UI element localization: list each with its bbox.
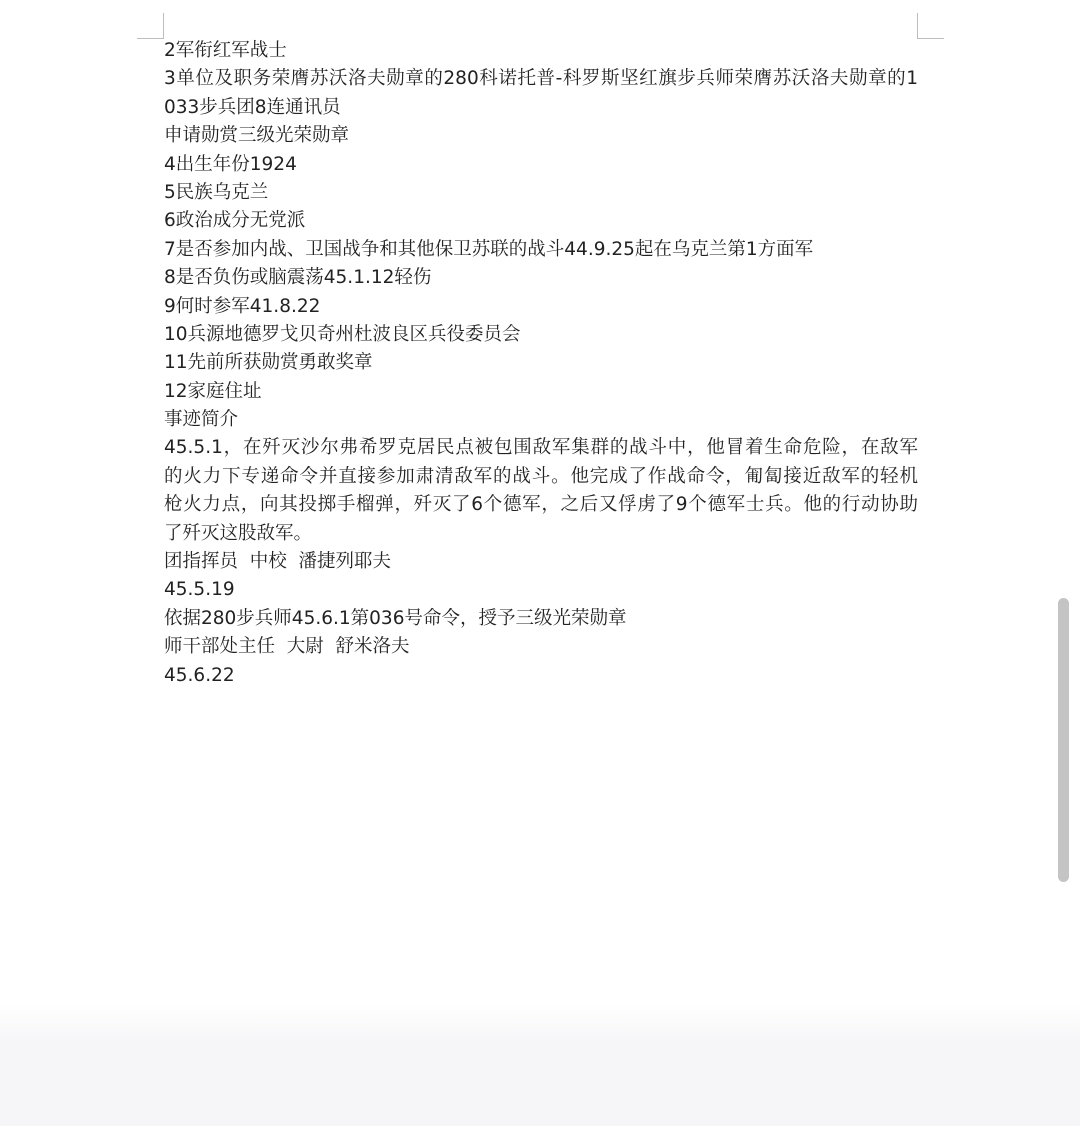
doc-line: 11先前所获勋赏勇敢奖章: [164, 352, 373, 374]
doc-line: 12家庭住址: [164, 380, 262, 402]
doc-line: 的火力下专递命令并直接参加肃清敌军的战斗。他完成了作战命令，匍匐接近敌军的轻机: [164, 465, 918, 487]
page-corner-mark-top-left: [137, 13, 164, 39]
doc-line: 2军衔红军战士: [164, 40, 287, 61]
doc-line: 9何时参军41.8.22: [164, 295, 321, 317]
doc-line: 10兵源地德罗戈贝奇州杜波良区兵役委员会: [164, 323, 521, 345]
doc-line: 033步兵团8连通讯员: [164, 96, 341, 118]
doc-line: 8是否负伤或脑震荡45.1.12轻伤: [164, 267, 432, 289]
doc-line: 申请勋赏三级光荣勋章: [164, 125, 350, 147]
doc-line: 45.5.19: [164, 579, 235, 601]
page-bottom-area: [0, 1005, 1080, 1126]
vertical-scrollbar[interactable]: [1058, 598, 1069, 882]
doc-line: 4出生年份1924: [164, 153, 297, 175]
doc-line: 5民族乌克兰: [164, 181, 269, 203]
doc-line: 依据280步兵师45.6.1第036号命令，授予三级光荣勋章: [164, 607, 627, 629]
doc-line: 师干部处主任 大尉 舒米洛夫: [164, 636, 410, 658]
doc-line: 事迹简介: [164, 409, 239, 431]
doc-line: 45.6.22: [164, 664, 235, 686]
page-corner-mark-top-right: [917, 13, 944, 39]
doc-line: 7是否参加内战、卫国战争和其他保卫苏联的战斗44.9.25起在乌克兰第1方面军: [164, 238, 814, 260]
doc-line: 3单位及职务荣膺苏沃洛夫勋章的280科诺托普-科罗斯坚红旗步兵师荣膺苏沃洛夫勋章的1: [164, 68, 918, 90]
doc-line: 团指挥员 中校 潘捷列耶夫: [164, 551, 392, 573]
document-body: [164, 37, 918, 690]
doc-line: 45.5.1，在歼灭沙尔弗希罗克居民点被包围敌军集群的战斗中，他冒着生命危险，在敌军: [164, 437, 918, 459]
doc-line: 6政治成分无党派: [164, 210, 306, 232]
doc-line: 了歼灭这股敌军。: [164, 522, 313, 544]
doc-line: 枪火力点，向其投掷手榴弹，歼灭了6个德军，之后又俘虏了9个德军士兵。他的行动协助: [164, 494, 918, 516]
